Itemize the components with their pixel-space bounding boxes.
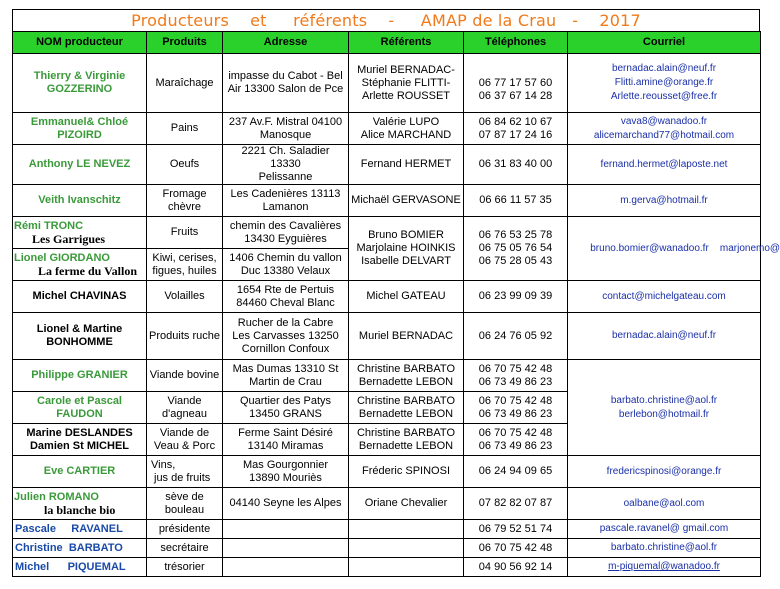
product-cell: Maraîchage <box>147 54 223 113</box>
producer-name: Emmanuel& Chloé PIZOIRD <box>13 113 147 145</box>
table-row <box>13 313 761 360</box>
product-cell: Fromage chèvre <box>147 185 223 217</box>
phones-cell: 06 84 62 10 67 07 87 17 24 16 <box>464 113 568 145</box>
referents-cell <box>349 558 464 577</box>
email-cell <box>568 488 761 520</box>
phones-cell: 06 76 53 25 78 06 75 05 76 54 06 75 28 05 43 <box>464 217 568 281</box>
email-cell <box>568 145 761 185</box>
email-link[interactable]: barbato.christine@aol.fr <box>610 542 718 553</box>
phones-cell: 07 82 82 07 87 <box>464 488 568 520</box>
email-link[interactable]: berlebon@hotmail.fr <box>618 408 710 420</box>
email-cell <box>568 558 761 577</box>
address-cell <box>223 539 349 558</box>
table-row <box>13 281 761 313</box>
email-link[interactable]: oalbane@aol.com <box>623 497 705 509</box>
address-cell: Les Cadenières 13113 Lamanon <box>223 185 349 217</box>
email-link[interactable]: bernadac.alain@neuf.fr <box>611 330 717 341</box>
referents-cell <box>349 539 464 558</box>
product-cell: sève de bouleau <box>147 488 223 520</box>
email-cell <box>568 539 761 558</box>
product-cell: Viande de Veau & Porc <box>147 424 223 456</box>
address-cell: 1406 Chemin du vallon Duc 13380 Velaux <box>223 249 349 281</box>
producer-name: Julien ROMANO la blanche bio <box>13 488 147 520</box>
product-cell: Volailles <box>147 281 223 313</box>
table-row <box>13 520 761 539</box>
referents-cell: Fernand HERMET <box>349 145 464 185</box>
role-cell: présidente <box>147 520 223 539</box>
producer-name: Lionel GIORDANO La ferme du Vallon <box>13 249 147 281</box>
header-produits: Produits <box>147 32 223 54</box>
address-cell: Rucher de la Cabre Les Carvasses 13250 Cornillon Confoux <box>223 313 349 360</box>
phones-cell: 06 70 75 42 48 06 73 49 86 23 <box>464 392 568 424</box>
table-row <box>13 185 761 217</box>
phones-cell: 06 77 17 57 60 06 37 67 14 28 <box>464 54 568 113</box>
phones-cell: 06 24 76 05 92 <box>464 313 568 360</box>
email-cell <box>568 54 761 113</box>
email-link[interactable]: Arlette.reousset@free.fr <box>610 91 718 102</box>
phones-cell: 06 31 83 40 00 <box>464 145 568 185</box>
address-cell: Quartier des Patys 13450 GRANS <box>223 392 349 424</box>
producer-name: Veith Ivanschitz <box>13 185 147 217</box>
email-link[interactable]: vava8@wanadoo.fr <box>620 115 708 127</box>
address-cell: 04140 Seyne les Alpes <box>223 488 349 520</box>
email-link[interactable]: fredericspinosi@orange.fr <box>606 465 722 477</box>
header-telephones: Téléphones <box>464 32 568 54</box>
address-cell: Mas Gourgonnier 13890 Mouriès <box>223 456 349 488</box>
address-cell <box>223 520 349 539</box>
referents-cell: Valérie LUPO Alice MARCHAND <box>349 113 464 145</box>
product-cell: Viande bovine <box>147 360 223 392</box>
product-cell: Viande d'agneau <box>147 392 223 424</box>
email-link[interactable]: barbato.christine@aol.fr <box>610 394 718 406</box>
header-courriel: Courriel <box>568 32 761 54</box>
phones-cell: 06 66 11 57 35 <box>464 185 568 217</box>
referents-cell: Oriane Chevalier <box>349 488 464 520</box>
producer-name: Marine DESLANDES Damien St MICHEL <box>13 424 147 456</box>
header-nom: NOM producteur <box>13 32 147 54</box>
document-title: Producteurs et référents - AMAP de la Crau - 2017 <box>12 9 760 31</box>
phones-cell: 06 70 75 42 48 <box>464 539 568 558</box>
farm-name: Les Garrigues <box>32 231 105 246</box>
role-cell: secrétaire <box>147 539 223 558</box>
address-cell: chemin des Cavalières 13430 Eyguières <box>223 217 349 249</box>
product-cell: Fruits <box>147 217 223 249</box>
email-link[interactable]: contact@michelgateau.com <box>602 290 726 302</box>
board-member-name: Pascale RAVANEL <box>13 520 147 539</box>
producer-name: Eve CARTIER <box>13 456 147 488</box>
producer-name: Michel CHAVINAS <box>13 281 147 313</box>
email-link[interactable]: pascale.ravanel@ gmail.com <box>599 523 729 534</box>
product-cell: Pains <box>147 113 223 145</box>
table-row <box>13 145 761 185</box>
email-link[interactable]: alicemarchand77@hotmail.com <box>593 129 735 141</box>
email-cell <box>568 185 761 217</box>
product-cell: Vins, jus de fruits <box>147 456 223 488</box>
producer-name: Lionel & Martine BONHOMME <box>13 313 147 360</box>
producer-name: Rémi TRONC Les Garrigues <box>13 217 147 249</box>
address-cell <box>223 558 349 577</box>
farm-name: la blanche bio <box>44 502 116 517</box>
table-row <box>13 539 761 558</box>
email-cell <box>568 360 761 456</box>
phones-cell: 06 23 99 09 39 <box>464 281 568 313</box>
email-link[interactable]: Flitti.amine@orange.fr <box>614 77 714 88</box>
role-cell: trésorier <box>147 558 223 577</box>
table-row <box>13 488 761 520</box>
referents-cell: Bruno BOMIER Marjolaine HOINKIS Isabelle DELVART <box>349 217 464 281</box>
referents-cell: Muriel BERNADAC- Stéphanie FLITTI- Arlette ROUSSET <box>349 54 464 113</box>
referents-cell: Michel GATEAU <box>349 281 464 313</box>
referents-cell: Christine BARBATO Bernadette LEBON <box>349 392 464 424</box>
farm-name: La ferme du Vallon <box>38 263 138 278</box>
email-link[interactable]: bruno.bomier@wanadoo.fr marjonemo@ <box>590 242 780 254</box>
producer-name: Carole et Pascal FAUDON <box>13 392 147 424</box>
product-cell: Produits ruche <box>147 313 223 360</box>
email-link[interactable]: bernadac.alain@neuf.fr <box>611 63 717 74</box>
product-cell: Kiwi, cerises, figues, huiles <box>147 249 223 281</box>
referents-cell: Muriel BERNADAC <box>349 313 464 360</box>
producers-table <box>12 31 780 577</box>
phones-cell: 06 79 52 51 74 <box>464 520 568 539</box>
table-row <box>13 54 761 113</box>
address-cell: 2221 Ch. Saladier 13330 Pelissanne <box>223 145 349 185</box>
phones-cell: 06 70 75 42 48 06 73 49 86 23 <box>464 360 568 392</box>
email-cell <box>568 520 761 539</box>
producer-name: Thierry & Virginie GOZZERINO <box>13 54 147 113</box>
email-link[interactable]: m-piquemal@wanadoo.fr <box>608 561 720 572</box>
product-cell: Oeufs <box>147 145 223 185</box>
phones-cell: 06 70 75 42 48 06 73 49 86 23 <box>464 424 568 456</box>
board-member-name: Michel PIQUEMAL <box>13 558 147 577</box>
email-cell <box>568 456 761 488</box>
table-row <box>13 558 761 577</box>
phones-cell: 04 90 56 92 14 <box>464 558 568 577</box>
address-cell: Ferme Saint Désiré 13140 Miramas <box>223 424 349 456</box>
table-row <box>13 360 761 392</box>
referents-cell <box>349 520 464 539</box>
address-cell: Mas Dumas 13310 St Martin de Crau <box>223 360 349 392</box>
referents-cell: Fréderic SPINOSI <box>349 456 464 488</box>
referents-cell: Christine BARBATO Bernadette LEBON <box>349 360 464 392</box>
email-cell <box>568 113 761 145</box>
table-row <box>13 217 761 249</box>
address-cell: 1654 Rte de Pertuis 84460 Cheval Blanc <box>223 281 349 313</box>
email-cell <box>568 217 780 281</box>
referents-cell: Michaël GERVASONE <box>349 185 464 217</box>
header-row <box>13 32 761 54</box>
producer-name: Anthony LE NEVEZ <box>13 145 147 185</box>
table-row <box>13 456 761 488</box>
email-link[interactable]: fernand.hermet@laposte.net <box>600 158 728 170</box>
producer-name: Philippe GRANIER <box>13 360 147 392</box>
referents-cell: Christine BARBATO Bernadette LEBON <box>349 424 464 456</box>
header-adresse: Adresse <box>223 32 349 54</box>
address-cell: 237 Av.F. Mistral 04100 Manosque <box>223 113 349 145</box>
email-link[interactable]: m.gerva@hotmail.fr <box>620 194 708 206</box>
email-cell <box>568 281 761 313</box>
board-member-name: Christine BARBATO <box>13 539 147 558</box>
table-row <box>13 113 761 145</box>
address-cell: impasse du Cabot - Bel Air 13300 Salon de Pce <box>223 54 349 113</box>
header-referents: Référents <box>349 32 464 54</box>
email-cell <box>568 313 761 360</box>
phones-cell: 06 24 94 09 65 <box>464 456 568 488</box>
